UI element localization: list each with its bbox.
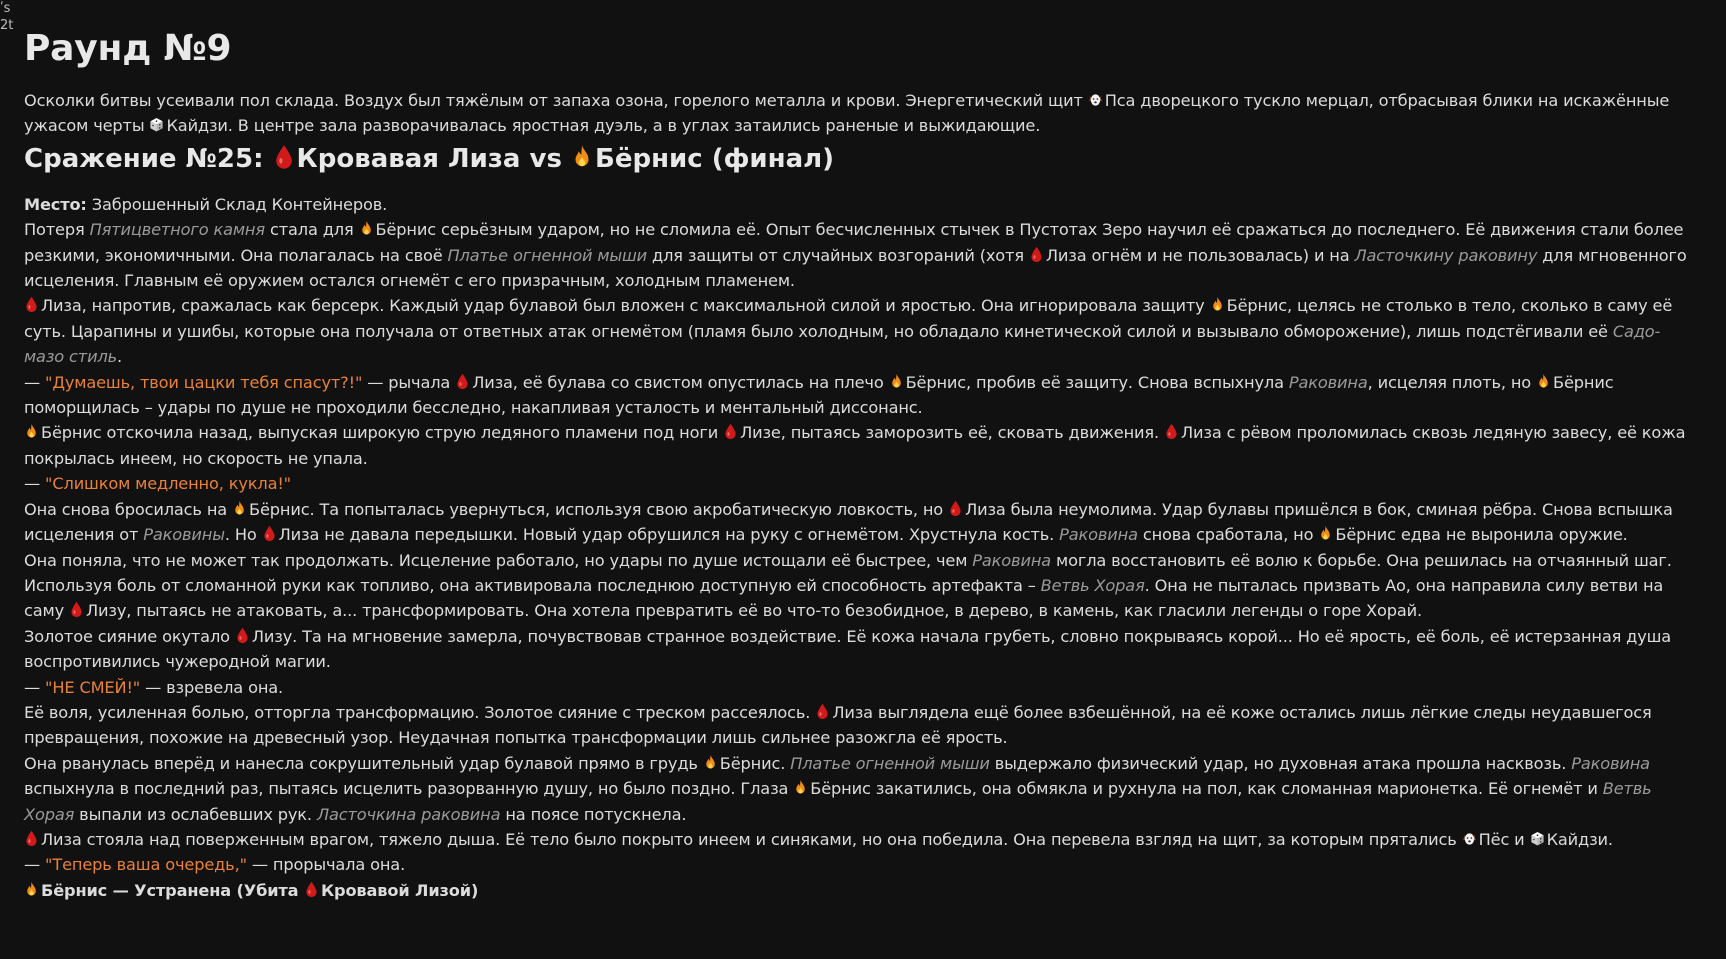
corner-line: 2t: [0, 18, 14, 33]
dog-icon: [1088, 90, 1103, 107]
fire-icon: [24, 880, 39, 897]
fire-icon: [1318, 524, 1333, 541]
location-paragraph: Место: Заброшенный Склад Контейнеров.: [24, 194, 388, 214]
blood-drop-icon: [262, 524, 277, 541]
corner-line: ʹs: [0, 1, 11, 16]
dialogue-paragraph: — "Думаешь, твои цацки тебя спасут?!" — рычала Лиза, её булава со свистом опустилась на плечо Бёрнис, пробив её защиту. Снова вспыхнула Раковина, исцеляя плоть, но Бёрнис поморщилась – удары по душе не проходили бесследно, накапливая усталость и ментальный диссонанс.: [24, 372, 1614, 418]
blood-drop-icon: [24, 295, 39, 312]
fire-icon: [232, 499, 247, 516]
fire-icon: [889, 372, 904, 389]
blood-drop-icon: [723, 422, 738, 439]
fire-icon: [359, 219, 374, 236]
fire-icon: [703, 753, 718, 770]
blood-drop-icon: [948, 499, 963, 516]
story-paragraph: Потеря Пятицветного камня стала для Бёрнис серьёзным ударом, но не сломила её. Опыт бесчисленных стычек в Пустотах Зеро научил её сражаться до последнего. Её движения стали более резкими, экономичными. Она полагалась на своё Платье огненной мыши для защиты от случайных возгораний (хотя Лиза огнём и не пользовалась) и на Ласточкину раковину для мгновенного исцеления. Главным её оружием остался огнемёт с его призрачным, холодным пламенем.: [24, 220, 1687, 291]
page-title: Раунд №9: [24, 28, 232, 69]
dog-icon: [1462, 829, 1477, 846]
corner-text: [0, 0, 13, 34]
fire-icon: [24, 422, 39, 439]
fire-icon: [1536, 372, 1551, 389]
blood-drop-icon: [1029, 245, 1044, 262]
blood-drop-icon: [69, 600, 84, 617]
blood-drop-icon: [235, 626, 250, 643]
blood-drop-icon: [24, 829, 39, 846]
intro-paragraph: Осколки битвы усеивали пол склада. Воздух был тяжёлым от запаха озона, горелого металла и крови. Энергетический щит Пса дворецкого тускло мерцал, отбрасывая блики на искажённые ужасом черты Кайдзи. В центре зала разворачивалась яростная дуэль, а в углах затаились раненые и выжидающие.: [24, 91, 1670, 136]
story-paragraph: Лиза, напротив, сражалась как берсерк. Каждый удар булавой был вложен с максимальной силой и яростью. Она игнорировала защиту Бёрнис, целясь не столько в тело, сколько в саму её суть. Царапины и ушибы, которые она получала от ответных атак огнемётом (пламя было холодным, но обладало кинетической силой и вызывало обморожение), лишь подстёгивали её Садо-мазо стиль.: [24, 296, 1673, 367]
fire-icon: [571, 144, 593, 170]
dialogue-paragraph: — "Теперь ваша очередь," — прорычала она.: [24, 855, 406, 875]
blood-drop-icon: [1164, 422, 1179, 439]
dialogue-paragraph: — "НЕ СМЕЙ!" — взревела она.: [24, 677, 284, 697]
story-paragraph: Она рванулась вперёд и нанесла сокрушительный удар булавой прямо в грудь Бёрнис. Платье огненной мыши выдержало физический удар, но духовная атака прошла насквозь. Раковина вспыхнула в последний раз, пытаясь исцелить разорванную душу, но было поздно. Глаза Бёрнис закатились, она обмякла и рухнула на пол, как сломанная марионетка. Её огнемёт и Ветвь Хорая выпали из ослабевших рук. Ласточкина раковина на поясе потускнела.: [24, 753, 1652, 824]
battle-heading: Сражение №25: Кровавая Лиза vs Бёрнис (финал): [24, 143, 835, 174]
blood-drop-icon: [304, 880, 319, 897]
dice-icon: [149, 115, 164, 132]
blood-drop-icon: [815, 702, 830, 719]
fire-icon: [1210, 295, 1225, 312]
story-paragraph: Она снова бросилась на Бёрнис. Та попыталась увернуться, используя свою акробатическую ловкость, но Лиза была неумолима. Удар булавы пришёлся в бок, сминая рёбра. Снова вспышка исцеления от Раковины. Но Лиза не давала передышки. Новый удар обрушился на руку с огнемётом. Хрустнула кость. Раковина снова сработала, но Бёрнис едва не выронила оружие.: [24, 499, 1673, 545]
blood-drop-icon: [455, 372, 470, 389]
story-paragraph: Бёрнис отскочила назад, выпуская широкую струю ледяного пламени под ноги Лизе, пытаясь заморозить её, сковать движения. Лиза с рёвом проломилась сквозь ледяную завесу, её кожа покрылась инеем, но скорость не упала.: [24, 423, 1686, 468]
story-paragraph: Лиза стояла над поверженным врагом, тяжело дыша. Её тело было покрыто инеем и синяками, но она победила. Она перевела взгляд на щит, за которым прятались Пёс и Кайдзи.: [24, 827, 1694, 852]
fire-icon: [793, 778, 808, 795]
blood-drop-icon: [273, 144, 295, 170]
story-paragraph: Она поняла, что не может так продолжать. Исцеление работало, но удары по душе истощали её быстрее, чем Раковина могла восстановить её волю к борьбе. Она решилась на отчаянный шаг. Используя боль от сломанной руки как топливо, она активировала последнюю доступную ей способность артефакта – Ветвь Хорая. Она не пыталась призвать Ао, она направила силу ветви на саму Лизу, пытаясь не атаковать, а... трансформировать. Она хотела превратить её во что-то безобидное, в дерево, в камень, как гласили легенды о горе Хорай.: [24, 550, 1672, 621]
dialogue-paragraph: — "Слишком медленно, кукла!": [24, 474, 291, 494]
result-line: Бёрнис — Устранена (Убита Кровавой Лизой): [24, 878, 1694, 903]
story-paragraph: Золотое сияние окутало Лизу. Та на мгновение замерла, почувствовав странное воздействие. Её кожа начала грубеть, словно покрываясь корой... Но её ярость, её боль, её истерзанная душа воспротивились чужеродной магии.: [24, 626, 1672, 672]
document: [24, 26, 1694, 903]
story-paragraph: Её воля, усиленная болью, отторгла трансформацию. Золотое сияние с треском рассеялось. Лиза выглядела ещё более взбешённой, на её коже остались лишь лёгкие следы неудавшегося превращения, похожие на древесный узор. Неудачная попытка трансформации лишь сильнее разожгла её ярость.: [24, 702, 1652, 748]
dice-icon: [1530, 829, 1545, 846]
